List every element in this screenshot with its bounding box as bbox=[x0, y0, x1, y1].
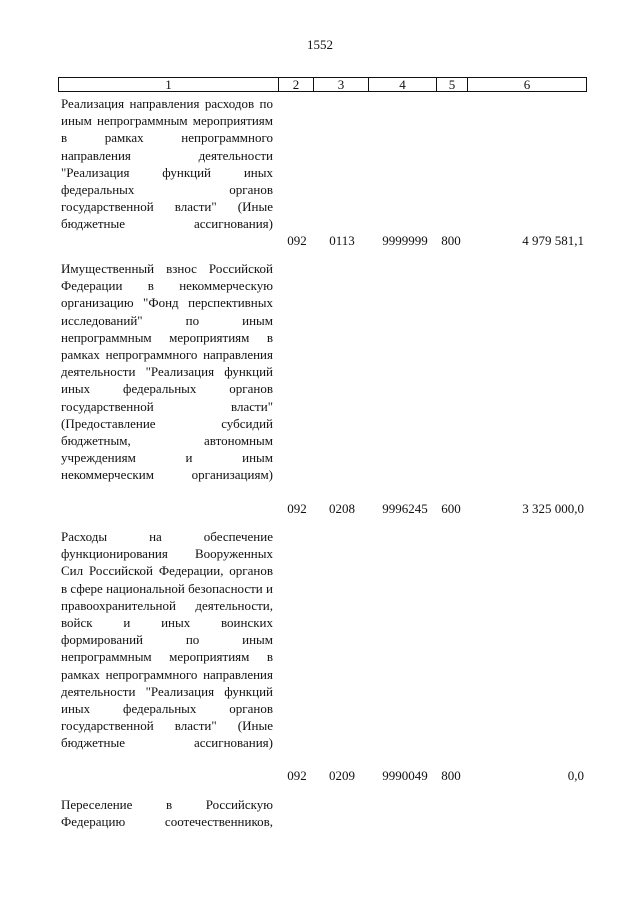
column-header-4: 4 bbox=[369, 78, 437, 92]
row-section-code: 0113 bbox=[329, 233, 355, 248]
row-amount: 0,0 bbox=[567, 768, 584, 783]
row-ministry-code: 092 bbox=[287, 233, 307, 248]
column-header-3: 3 bbox=[314, 78, 369, 92]
row-amount: 4 979 581,1 bbox=[522, 233, 584, 248]
row-target-article: 9999999 bbox=[382, 233, 428, 248]
column-header-1: 1 bbox=[59, 78, 279, 92]
row-expense-type: 800 bbox=[441, 233, 461, 248]
column-header-5: 5 bbox=[437, 78, 468, 92]
column-header-6: 6 bbox=[468, 78, 587, 92]
column-header-row bbox=[59, 78, 587, 92]
row-target-article: 9990049 bbox=[382, 768, 428, 783]
row-description: Реализация направления расходов по иным непрограммным мероприятиям в рамках непрограммного направления деятельности "Реализация функций иных федеральных органов государственной власти" (Иные бюджетные ассигнования) bbox=[61, 96, 273, 232]
row-description: Расходы на обеспечение функционирования Вооруженных Сил Российской Федерации, органов в сфере национальной безопасности и правоохранительной деятельности, войск и иных воинских формирований по иным непрограммным мероприятиям в рамках непрограммного направления деятельности "Реализация функций иных федеральных органов государственной власти" (Иные бюджетные ассигнования) bbox=[61, 529, 273, 751]
row-ministry-code: 092 bbox=[287, 768, 307, 783]
column-header-table bbox=[58, 77, 587, 92]
row-amount: 3 325 000,0 bbox=[522, 501, 584, 516]
row-description: Имущественный взнос Российской Федерации в некоммерческую организацию "Фонд перспективных исследований" по иным непрограммным мероприятиям в рамках непрограммного направления деятельности "Реализация функций иных федеральных органов государственной власти" (Предоставление субсидий бюджетным, автономным учреждениям и иным некоммерческим организациям) bbox=[61, 261, 273, 483]
row-section-code: 0209 bbox=[329, 768, 355, 783]
row-description: Переселение в Российскую Федерацию соотечественников, bbox=[61, 797, 273, 830]
row-expense-type: 600 bbox=[441, 501, 461, 516]
row-ministry-code: 092 bbox=[287, 501, 307, 516]
row-expense-type: 800 bbox=[441, 768, 461, 783]
page-number: 1552 bbox=[307, 37, 333, 52]
row-section-code: 0208 bbox=[329, 501, 355, 516]
row-target-article: 9996245 bbox=[382, 501, 428, 516]
column-header-2: 2 bbox=[279, 78, 314, 92]
